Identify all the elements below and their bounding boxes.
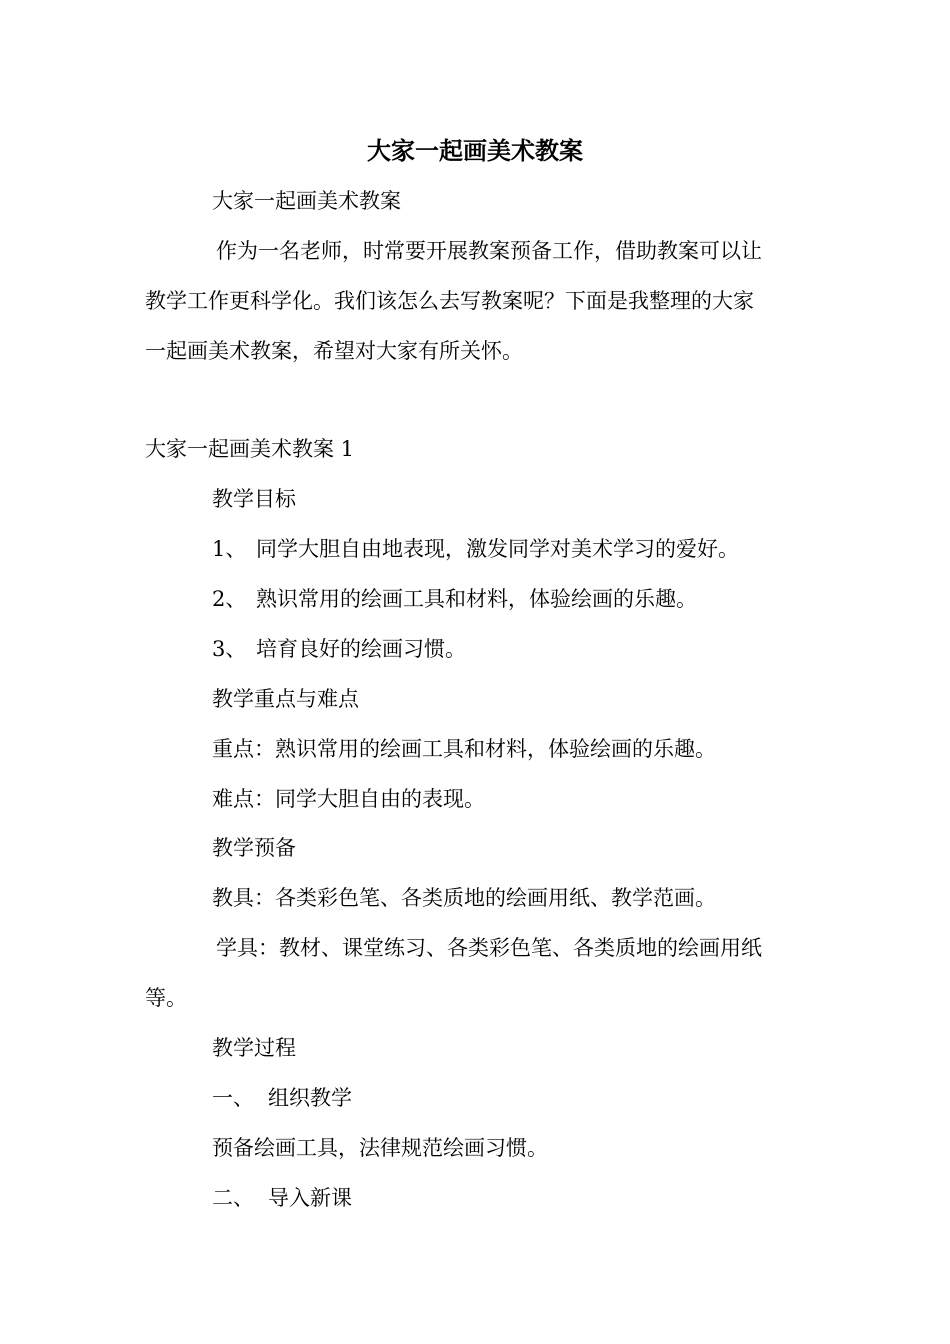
step-number: 二、 <box>212 1186 254 1210</box>
step-number: 一、 <box>212 1086 254 1110</box>
key-point: 重点：熟识常用的绘画工具和材料，体验绘画的乐趣。 <box>212 737 716 761</box>
difficult-point: 难点：同学大胆自由的表现。 <box>212 787 485 811</box>
step-2-heading <box>212 1183 352 1213</box>
section-title: 大家一起画美术教案 1 <box>145 437 355 461</box>
process-heading: 教学过程 <box>212 1036 296 1060</box>
goal-item-2 <box>212 584 697 614</box>
goal-item-1 <box>212 534 739 564</box>
step-1-text: 预备绘画工具，法律规范绘画习惯。 <box>212 1136 548 1160</box>
document-subtitle: 大家一起画美术教案 <box>212 189 401 213</box>
step-title: 导入新课 <box>268 1186 352 1210</box>
step-title: 组织教学 <box>268 1086 352 1110</box>
goal-number: 2、 <box>212 587 247 611</box>
prep-heading: 教学预备 <box>212 836 296 860</box>
goal-text: 培育良好的绘画习惯。 <box>256 637 466 661</box>
step-1-heading <box>212 1083 352 1113</box>
intro-line-3: 一起画美术教案，希望对大家有所关怀。 <box>145 339 523 363</box>
goal-number: 1、 <box>212 537 247 561</box>
goal-text: 同学大胆自由地表现，激发同学对美术学习的爱好。 <box>256 537 739 561</box>
goal-item-3 <box>212 634 466 664</box>
student-tools-line-2: 等。 <box>145 986 187 1010</box>
goal-number: 3、 <box>212 637 247 661</box>
intro-line-1: 作为一名老师，时常要开展教案预备工作，借助教案可以让 <box>216 239 762 263</box>
intro-line-2: 教学工作更科学化。我们该怎么去写教案呢？下面是我整理的大家 <box>145 289 754 313</box>
key-heading: 教学重点与难点 <box>212 687 359 711</box>
teacher-tools: 教具：各类彩色笔、各类质地的绘画用纸、教学范画。 <box>212 886 716 910</box>
goals-heading: 教学目标 <box>212 487 296 511</box>
goal-text: 熟识常用的绘画工具和材料，体验绘画的乐趣。 <box>256 587 697 611</box>
document-title: 大家一起画美术教案 <box>367 136 583 165</box>
student-tools-line-1: 学具：教材、课堂练习、各类彩色笔、各类质地的绘画用纸 <box>216 936 762 960</box>
